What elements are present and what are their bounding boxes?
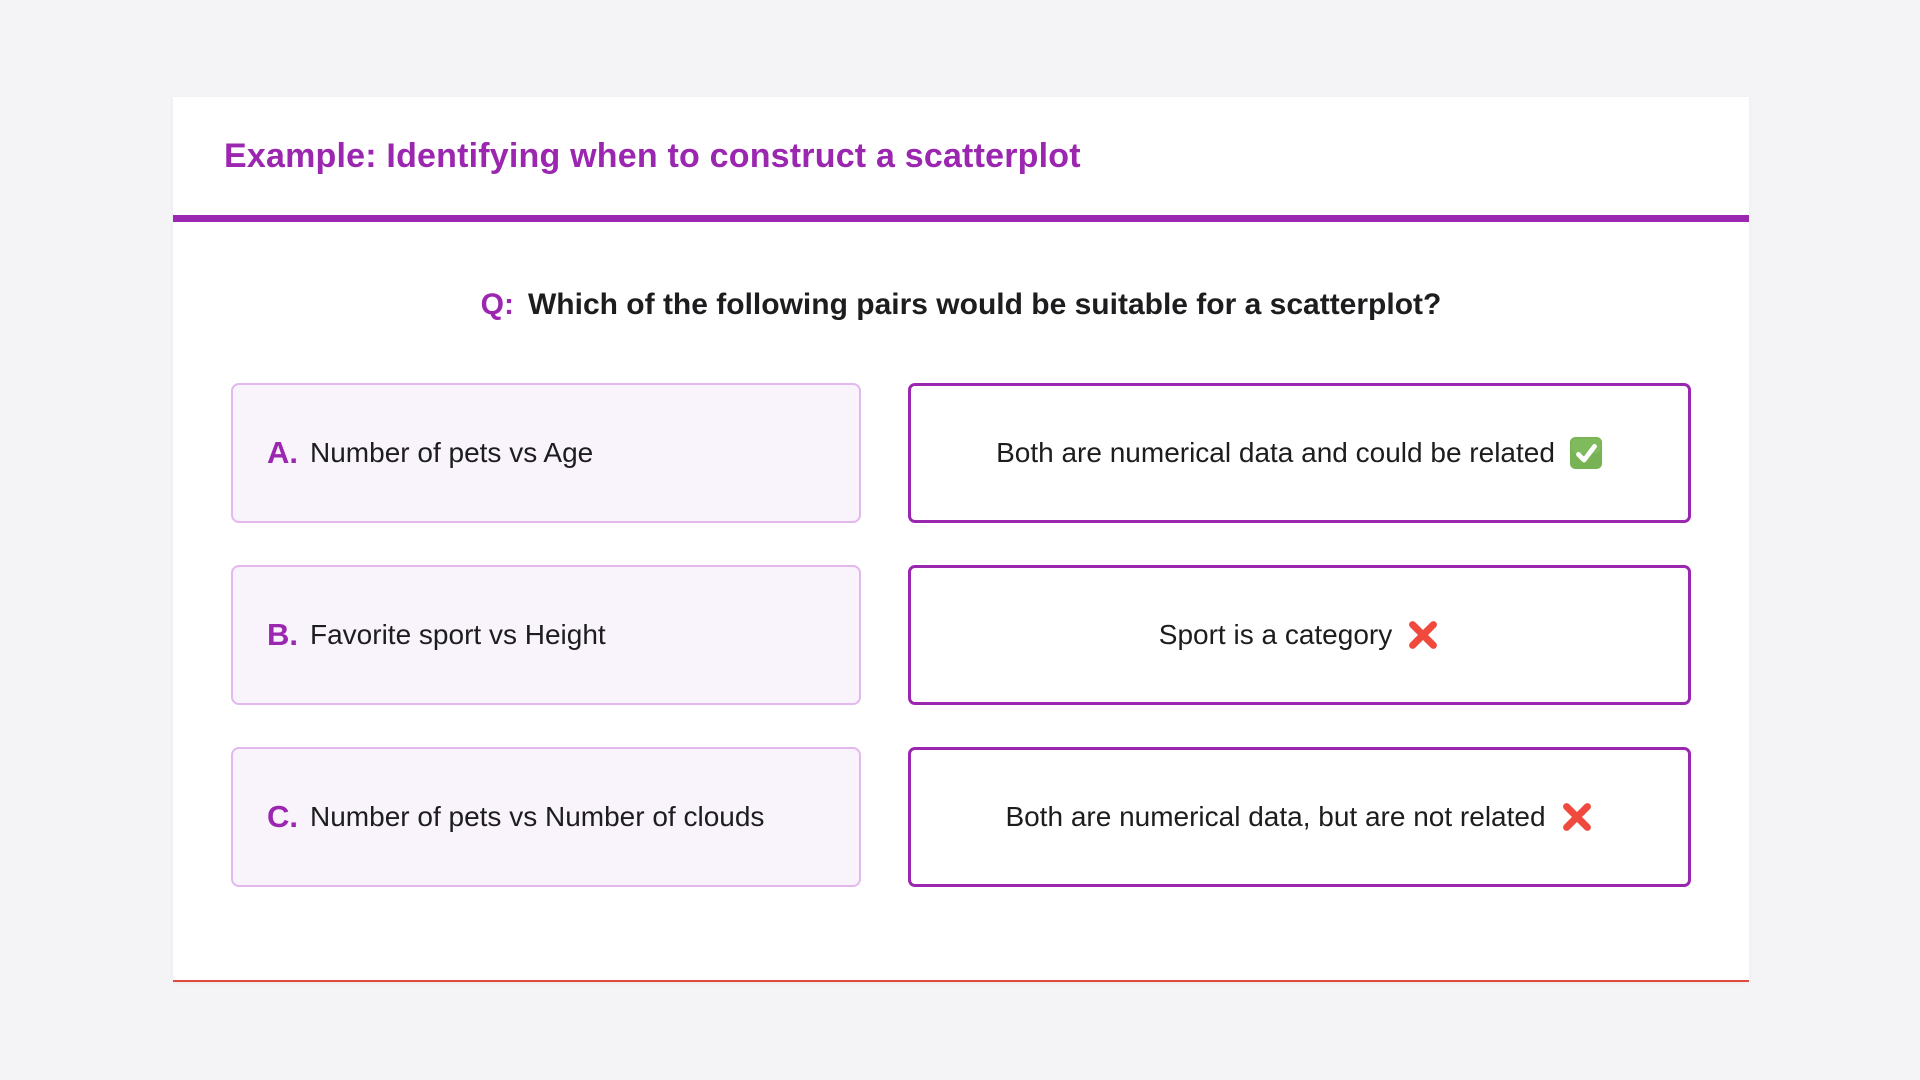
header-divider (173, 215, 1749, 222)
explanation-text: Both are numerical data, but are not related (1005, 801, 1546, 832)
option-text: Favorite sport vs Height (310, 619, 606, 650)
option-letter: A. (267, 435, 298, 470)
card-header (173, 97, 1749, 215)
option-letter: B. (267, 617, 298, 652)
cross-emoji-icon (1406, 618, 1440, 652)
example-card (173, 97, 1749, 982)
option-letter: C. (267, 799, 298, 834)
question-text: Which of the following pairs would be suitable for a scatterplot? (527, 288, 1442, 321)
page-title: Example: Identifying when to construct a scatterplot (224, 136, 1081, 175)
option-text: Number of pets vs Number of clouds (310, 801, 765, 832)
option-box-c (231, 747, 861, 887)
option-box-a (231, 383, 861, 523)
question-prefix: Q: (480, 288, 514, 321)
explanation-box-c (908, 747, 1691, 887)
cross-emoji-icon (1560, 800, 1594, 834)
option-box-b (231, 565, 861, 705)
explanation-text: Both are numerical data and could be related (996, 437, 1555, 468)
qa-row-a (231, 383, 1691, 523)
explanation-box-b (908, 565, 1691, 705)
check-emoji-icon (1569, 436, 1603, 470)
explanation-box-a (908, 383, 1691, 523)
explanation-text: Sport is a category (1158, 619, 1393, 650)
question-row (173, 288, 1749, 322)
option-text: Number of pets vs Age (310, 437, 594, 468)
qa-row-b (231, 565, 1691, 705)
qa-row-c (231, 747, 1691, 887)
qa-rows (173, 383, 1749, 887)
